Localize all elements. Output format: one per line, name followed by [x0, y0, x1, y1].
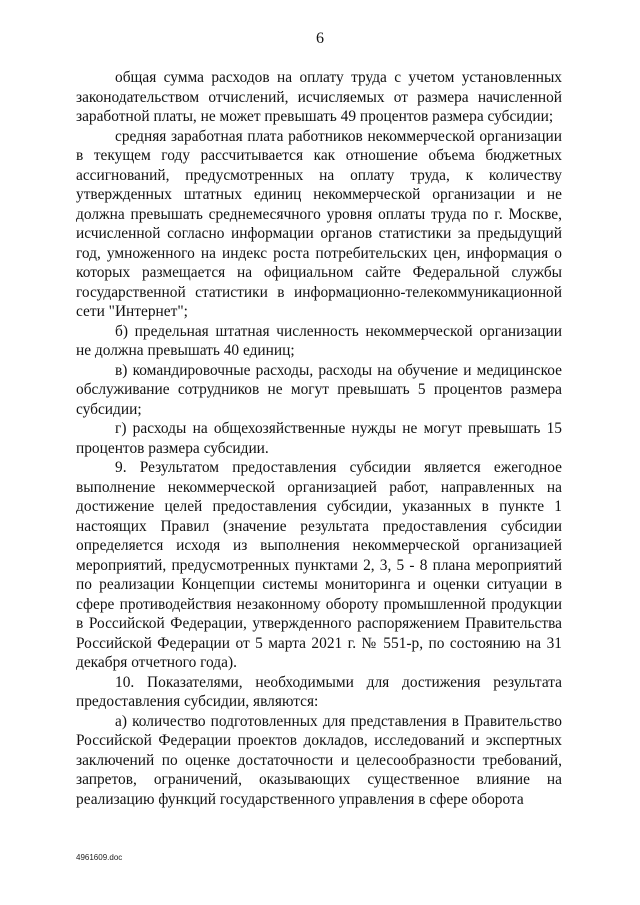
paragraph-travel-expenses: в) командировочные расходы, расходы на обучение и медицинское обслуживание сотрудников не могут превышать 5 процентов размера субсидии;: [76, 361, 562, 418]
paragraph-payroll-limit: общая сумма расходов на оплату труда с учетом установленных законодательством отчислений, исчисляемых от размера начисленной заработной платы, не может превышать 49 процентов размера субсидии;: [76, 69, 562, 125]
paragraph-indicator-a: а) количество подготовленных для представления в Правительство Российской Федерации проектов докладов, исследований и экспертных заключений по оценке достаточности и целесообразности требований, запретов, ограничений, оказывающих существенное влияние на реализацию функций государственного управления в сфере оборота: [76, 712, 562, 808]
paragraph-subsidy-result: 9. Результатом предоставления субсидии является ежегодное выполнение некоммерческой организацией работ, направленных на достижение целей предоставления субсидии, указанных в пункте 1 настоящих Правил (значение результата предоставления субсидии определяется исходя из выполнения некоммерческой организацией мероприятий, предусмотренных пунктами 2, 3, 5 - 8 плана мероприятий по реализации Концепции системы мониторинга и оценки ситуации в сфере противодействия незаконному обороту промышленной продукции в Российской Федерации, утвержденного распоряжением Правительства Российской Федерации от 5 марта 2021 г. № 551-р, по состоянию на 31 декабря отчетного года).: [76, 459, 562, 671]
paragraph-average-salary: средняя заработная плата работников некоммерческой организации в текущем году рассчитывается как отношение объема бюджетных ассигнований, предусмотренных на оплату труда, к количеству утвержденных штатных единиц некоммерческой организации и не должна превышать среднемесячного уровня оплаты труда по г. Москве, исчисленной согласно информации органов статистики за предыдущий год, умноженного на индекс роста потребительских цен, информация о которых размещается на официальном сайте Федеральной службы государственной статистики в информационно-телекоммуникационной сети "Интернет";: [76, 127, 562, 320]
paragraph-general-expenses: г) расходы на общехозяйственные нужды не могут превышать 15 процентов размера субсидии.: [76, 420, 562, 457]
page-number: 6: [316, 30, 324, 47]
paragraph-staff-limit: б) предельная штатная численность некоммерческой организации не должна превышать 40 единиц;: [76, 322, 562, 359]
document-id: 4961609.doc: [76, 853, 123, 862]
document-body: [76, 68, 562, 809]
paragraph-indicators: 10. Показателями, необходимыми для достижения результата предоставления субсидии, являются:: [76, 673, 562, 710]
